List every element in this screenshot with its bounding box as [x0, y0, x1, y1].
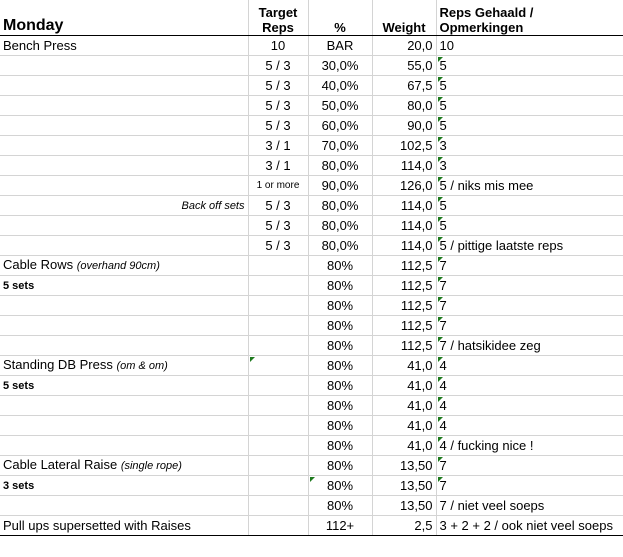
- table-row: [0, 336, 623, 356]
- percent-cell[interactable]: 112+: [308, 516, 372, 536]
- sets-label: 5 sets: [3, 380, 35, 392]
- exercise-cell[interactable]: [0, 376, 248, 396]
- target-reps-cell[interactable]: [248, 296, 308, 316]
- weight-cell[interactable]: 112,5: [372, 276, 436, 296]
- target-reps-cell[interactable]: [248, 436, 308, 456]
- table-row: [0, 56, 623, 76]
- notes-cell[interactable]: 3: [436, 136, 623, 156]
- weight-cell[interactable]: 112,5: [372, 256, 436, 276]
- table-row: [0, 456, 623, 476]
- sets-label: 5 sets: [3, 280, 35, 292]
- table-row: [0, 136, 623, 156]
- weight-cell[interactable]: 20,0: [372, 36, 436, 56]
- notes-cell[interactable]: 5: [436, 216, 623, 236]
- weight-cell[interactable]: 114,0: [372, 196, 436, 216]
- exercise-cell[interactable]: [0, 456, 248, 476]
- percent-cell[interactable]: BAR: [308, 36, 372, 56]
- target-reps-cell[interactable]: 5 / 3: [248, 236, 308, 256]
- table-row: [0, 116, 623, 136]
- exercise-cell[interactable]: [0, 336, 248, 356]
- exercise-cell[interactable]: [0, 236, 248, 256]
- notes-cell[interactable]: 7: [436, 476, 623, 496]
- target-reps-cell[interactable]: [248, 276, 308, 296]
- notes-cell[interactable]: 4: [436, 356, 623, 376]
- notes-cell[interactable]: 7: [436, 316, 623, 336]
- exercise-cell[interactable]: [0, 276, 248, 296]
- exercise-name: Standing DB Press: [3, 357, 113, 372]
- weight-cell[interactable]: 41,0: [372, 356, 436, 376]
- weight-cell[interactable]: 55,0: [372, 56, 436, 76]
- percent-cell[interactable]: 80%: [308, 476, 372, 496]
- target-reps-cell[interactable]: 5 / 3: [248, 56, 308, 76]
- target-reps-cell[interactable]: 3 / 1: [248, 156, 308, 176]
- exercise-cell[interactable]: [0, 296, 248, 316]
- percent-cell[interactable]: 80,0%: [308, 196, 372, 216]
- percent-cell[interactable]: 30,0%: [308, 56, 372, 76]
- target-reps-cell[interactable]: [248, 516, 308, 536]
- exercise-cell[interactable]: [0, 256, 248, 276]
- weight-cell[interactable]: 112,5: [372, 336, 436, 356]
- notes-cell[interactable]: 5: [436, 96, 623, 116]
- weight-cell[interactable]: 112,5: [372, 316, 436, 336]
- notes-cell[interactable]: 7: [436, 296, 623, 316]
- target-reps-cell[interactable]: 10: [248, 36, 308, 56]
- target-reps-cell[interactable]: 1 or more: [248, 176, 308, 196]
- percent-cell[interactable]: 80%: [308, 396, 372, 416]
- notes-cell[interactable]: 5: [436, 76, 623, 96]
- exercise-cell[interactable]: [0, 36, 248, 56]
- exercise-cell[interactable]: [0, 416, 248, 436]
- exercise-cell[interactable]: [0, 56, 248, 76]
- notes-cell[interactable]: 10: [436, 36, 623, 56]
- percent-cell[interactable]: 80%: [308, 416, 372, 436]
- percent-cell[interactable]: 80%: [308, 316, 372, 336]
- exercise-note: (om & om): [116, 360, 168, 372]
- notes-cell[interactable]: 7: [436, 256, 623, 276]
- target-reps-cell[interactable]: [248, 416, 308, 436]
- table-row: [0, 496, 623, 516]
- weight-cell[interactable]: 102,5: [372, 136, 436, 156]
- table-row: [0, 156, 623, 176]
- percent-cell[interactable]: 80%: [308, 336, 372, 356]
- exercise-name: Pull ups supersetted with Raises: [3, 518, 191, 533]
- percent-cell[interactable]: 80%: [308, 356, 372, 376]
- table-row: [0, 276, 623, 296]
- table-row: [0, 236, 623, 256]
- exercise-cell[interactable]: [0, 96, 248, 116]
- weight-cell[interactable]: 80,0: [372, 96, 436, 116]
- percent-cell[interactable]: 80,0%: [308, 236, 372, 256]
- exercise-name: Cable Rows: [3, 257, 74, 272]
- weight-cell[interactable]: 13,50: [372, 496, 436, 516]
- weight-cell[interactable]: 13,50: [372, 476, 436, 496]
- weight-cell[interactable]: 90,0: [372, 116, 436, 136]
- target-reps-cell[interactable]: [248, 476, 308, 496]
- notes-cell[interactable]: 5: [436, 196, 623, 216]
- target-reps-header: Target Reps: [248, 0, 308, 36]
- exercise-cell[interactable]: [0, 436, 248, 456]
- exercise-cell[interactable]: [0, 196, 248, 216]
- exercise-cell[interactable]: [0, 396, 248, 416]
- weight-cell[interactable]: 114,0: [372, 156, 436, 176]
- notes-cell[interactable]: 4: [436, 376, 623, 396]
- exercise-cell[interactable]: [0, 176, 248, 196]
- weight-cell[interactable]: 41,0: [372, 416, 436, 436]
- percent-header: %: [308, 0, 372, 36]
- exercise-cell[interactable]: [0, 356, 248, 376]
- percent-cell[interactable]: 80,0%: [308, 156, 372, 176]
- percent-cell[interactable]: 80%: [308, 376, 372, 396]
- percent-cell[interactable]: 90,0%: [308, 176, 372, 196]
- notes-cell[interactable]: 7: [436, 456, 623, 476]
- target-reps-cell[interactable]: 5 / 3: [248, 216, 308, 236]
- weight-cell[interactable]: 126,0: [372, 176, 436, 196]
- table-row: [0, 176, 623, 196]
- table-row: [0, 416, 623, 436]
- table-row: [0, 316, 623, 336]
- percent-cell[interactable]: 60,0%: [308, 116, 372, 136]
- notes-cell[interactable]: 7 / hatsikidee zeg: [436, 336, 623, 356]
- table-row: [0, 356, 623, 376]
- header-row: [0, 0, 623, 36]
- percent-cell[interactable]: 40,0%: [308, 76, 372, 96]
- table-row: [0, 36, 623, 56]
- table-row: [0, 296, 623, 316]
- notes-cell[interactable]: 3: [436, 156, 623, 176]
- notes-cell[interactable]: 5: [436, 56, 623, 76]
- table-row: [0, 96, 623, 116]
- percent-cell[interactable]: 80%: [308, 256, 372, 276]
- table-row: [0, 376, 623, 396]
- target-reps-cell[interactable]: [248, 336, 308, 356]
- weight-cell[interactable]: 41,0: [372, 396, 436, 416]
- exercise-cell[interactable]: [0, 116, 248, 136]
- exercise-cell[interactable]: [0, 516, 248, 536]
- weight-cell[interactable]: 2,5: [372, 516, 436, 536]
- target-reps-cell[interactable]: 5 / 3: [248, 116, 308, 136]
- weight-cell[interactable]: 114,0: [372, 216, 436, 236]
- back-off-label: Back off sets: [181, 200, 245, 212]
- target-reps-cell[interactable]: 5 / 3: [248, 96, 308, 116]
- weight-header: Weight: [372, 0, 436, 36]
- exercise-name: Cable Lateral Raise: [3, 457, 118, 472]
- percent-cell[interactable]: 80%: [308, 496, 372, 516]
- table-row: [0, 76, 623, 96]
- table-row: [0, 476, 623, 496]
- weight-cell[interactable]: 13,50: [372, 456, 436, 476]
- notes-cell[interactable]: 7 / niet veel soeps: [436, 496, 623, 516]
- weight-cell[interactable]: 67,5: [372, 76, 436, 96]
- table-row: [0, 256, 623, 276]
- table-row: [0, 436, 623, 456]
- target-reps-cell[interactable]: [248, 496, 308, 516]
- weight-cell[interactable]: 114,0: [372, 236, 436, 256]
- target-reps-cell[interactable]: [248, 356, 308, 376]
- percent-cell[interactable]: 80%: [308, 436, 372, 456]
- notes-header: Reps Gehaald / Opmerkingen: [436, 0, 623, 36]
- percent-cell[interactable]: 80%: [308, 456, 372, 476]
- exercise-cell[interactable]: [0, 216, 248, 236]
- notes-cell[interactable]: 4 / fucking nice !: [436, 436, 623, 456]
- exercise-cell[interactable]: [0, 76, 248, 96]
- notes-cell[interactable]: 7: [436, 276, 623, 296]
- target-reps-cell[interactable]: [248, 396, 308, 416]
- exercise-cell[interactable]: [0, 476, 248, 496]
- exercise-cell[interactable]: [0, 316, 248, 336]
- exercise-cell[interactable]: [0, 496, 248, 516]
- percent-cell[interactable]: 70,0%: [308, 136, 372, 156]
- table-row: [0, 516, 623, 536]
- weight-cell[interactable]: 112,5: [372, 296, 436, 316]
- percent-cell[interactable]: 50,0%: [308, 96, 372, 116]
- exercise-note: (single rope): [120, 460, 182, 472]
- target-reps-cell[interactable]: [248, 376, 308, 396]
- percent-cell[interactable]: 80,0%: [308, 216, 372, 236]
- weight-cell[interactable]: 41,0: [372, 376, 436, 396]
- notes-cell[interactable]: 4: [436, 396, 623, 416]
- exercise-note: (overhand 90cm): [76, 260, 160, 272]
- exercise-cell[interactable]: [0, 156, 248, 176]
- target-reps-cell[interactable]: 3 / 1: [248, 136, 308, 156]
- exercise-cell[interactable]: [0, 136, 248, 156]
- notes-cell[interactable]: 4: [436, 416, 623, 436]
- weight-cell[interactable]: 41,0: [372, 436, 436, 456]
- exercise-name: Bench Press: [3, 38, 77, 53]
- notes-cell[interactable]: 5: [436, 116, 623, 136]
- table-row: [0, 216, 623, 236]
- table-row: [0, 396, 623, 416]
- notes-cell[interactable]: 5 / pittige laatste reps: [436, 236, 623, 256]
- percent-cell[interactable]: 80%: [308, 296, 372, 316]
- target-reps-cell[interactable]: [248, 456, 308, 476]
- target-reps-cell[interactable]: [248, 256, 308, 276]
- target-reps-cell[interactable]: 5 / 3: [248, 76, 308, 96]
- table-row: [0, 196, 623, 216]
- notes-cell[interactable]: 5 / niks mis mee: [436, 176, 623, 196]
- target-reps-cell[interactable]: 5 / 3: [248, 196, 308, 216]
- sets-label: 3 sets: [3, 480, 35, 492]
- target-reps-cell[interactable]: [248, 316, 308, 336]
- notes-cell[interactable]: 3 + 2 + 2 / ook niet veel soeps: [436, 516, 623, 536]
- percent-cell[interactable]: 80%: [308, 276, 372, 296]
- day-title: Monday: [0, 0, 248, 36]
